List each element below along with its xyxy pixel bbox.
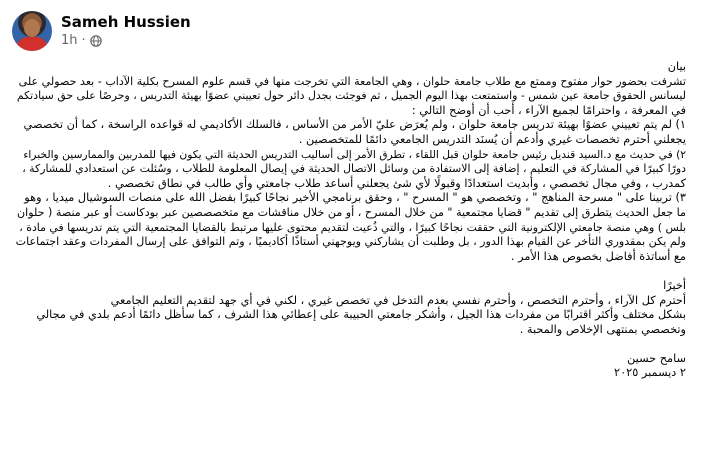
text-line: دورًا كبيرًا في المشاركة في التعليم ، إضافة إلى الاستفادة من وسائل الاتصال الحديثة في إيصال المعلومة للطلاب ، وسُئلت عن استعدادي للمشاركة ، <box>22 162 686 176</box>
text-line: ليسانس الحقوق جامعة عين شمس - واستمتعت بهذا اليوم الجميل ، ثم فوجئت بجدل دائر حول تعييني عضوًا بهيئة التدريس ، وحرصًا على حق سيادتكم <box>16 89 686 103</box>
avatar[interactable] <box>12 11 52 51</box>
text-line: يجعلني أحترم تخصصات غيري وأدعم أن يُسنَد التدريس الجامعي دائمًا للمتخصصين . <box>298 132 686 146</box>
text-line: بشكل مختلف وأكثر اقترابًا من مفردات هذا الجيل ، وأشكر جامعتي الحبيبة على إعطائي هذا الشرف ، كما سأظل دائمًا أدعم بلدي في مجالي <box>36 308 686 322</box>
globe-icon[interactable] <box>90 35 102 47</box>
paragraph-gap <box>14 264 686 279</box>
statement-title: بيان <box>667 60 686 73</box>
post-body <box>14 60 686 381</box>
post-header <box>12 10 191 52</box>
post-time[interactable]: 1h <box>61 33 78 48</box>
text-line: مع أساتذة أفاضل بخصوص هذا الأمر . <box>511 249 686 263</box>
text-line: ٢) في حديث مع د.السيد قنديل رئيس جامعة حلوان قبل اللقاء ، تطرق الأمر إلى أساليب التدريس الحديثة التي يكون فيها للمدربين والممارسين والخبراء <box>23 147 686 161</box>
text-line: كمدرب ، وفي مجال تخصصي ، وأبديت استعدادًا وقبولًا لأي شئ يجعلني أساعد طلاب جامعتي وأي طالب في نطاق تخصصي . <box>107 176 686 190</box>
avatar-face <box>24 19 40 37</box>
signature-name: سامح حسين <box>627 351 686 365</box>
post-meta <box>61 13 191 49</box>
closing-heading: أخيرًا <box>663 278 686 292</box>
text-line: ١) لم يتم تعييني عضوًا بهيئة تدريس جامعة حلوان ، ولم يُعرَض عليّ الأمر من الأساس ، فالسلك الأكاديمي له قواعده الراسخة ، كما أن تخصصي <box>23 118 686 132</box>
author-name[interactable]: Sameh Hussien <box>61 13 191 31</box>
separator-dot: · <box>81 33 86 48</box>
avatar-shirt <box>16 37 48 51</box>
signature-date: ٢ ديسمبر ٢٠٢٥ <box>614 366 686 380</box>
text-line: ولم يكن بمقدوري التأخر عن القيام بهذا الدور ، بل وطلبت أن يشاركني ويوجهني أستاذًا أكاديميًا ، وتم التوافق على إرسال المفردات وعقد اجتماعات <box>15 235 686 249</box>
text-line: في المعرفة ، واحترامًا لجميع الآراء ، أحب أن أوضح التالي : <box>411 103 686 117</box>
text-line: ما جعل الحديث يتطرق إلى تقديم " قضايا مجتمعية " من خلال المسرح ، أو من خلال مناقشات مع متخصصصين عبر بودكاست أو عبر منصة ( حلوان <box>17 205 686 219</box>
post-subline <box>61 33 191 49</box>
paragraph-gap <box>14 337 686 352</box>
text-line: وتخصصي بمنتهى الإخلاص والمحبة . <box>519 322 686 336</box>
text-line: أحترم كل الآراء ، وأحترم التخصص ، وأحترم نفسي بعدم التدخل في تخصص غيري ، لكني في أي جهد لتقديم التعليم الجامعي <box>110 293 686 307</box>
text-line: تشرفت بحضور حوار مفتوح وممتع مع طلاب جامعة حلوان ، وهي الجامعة التي تخرجت منها في قسم علوم المسرح بكلية الآداب - بعد حصولي على <box>18 74 686 88</box>
text-line: بلس ) وهي منصة جامعتي الإلكترونية التي حققت نجاحًا كبيرًا ، والتي ذُعيت لتقديم محتوى عليها مرتبط بالقضايا المجتمعية التي يتم تدريسها في مادة ، <box>19 220 686 234</box>
text-line: ٣) تربينا على " مسرحة المناهج " ، وتخصصي هو " المسرح " ، وحقق برنامجي الأخير نجاحًا كبيرًا بفضل الله على منصات السوشيال ميديا ، وهو <box>24 191 686 205</box>
